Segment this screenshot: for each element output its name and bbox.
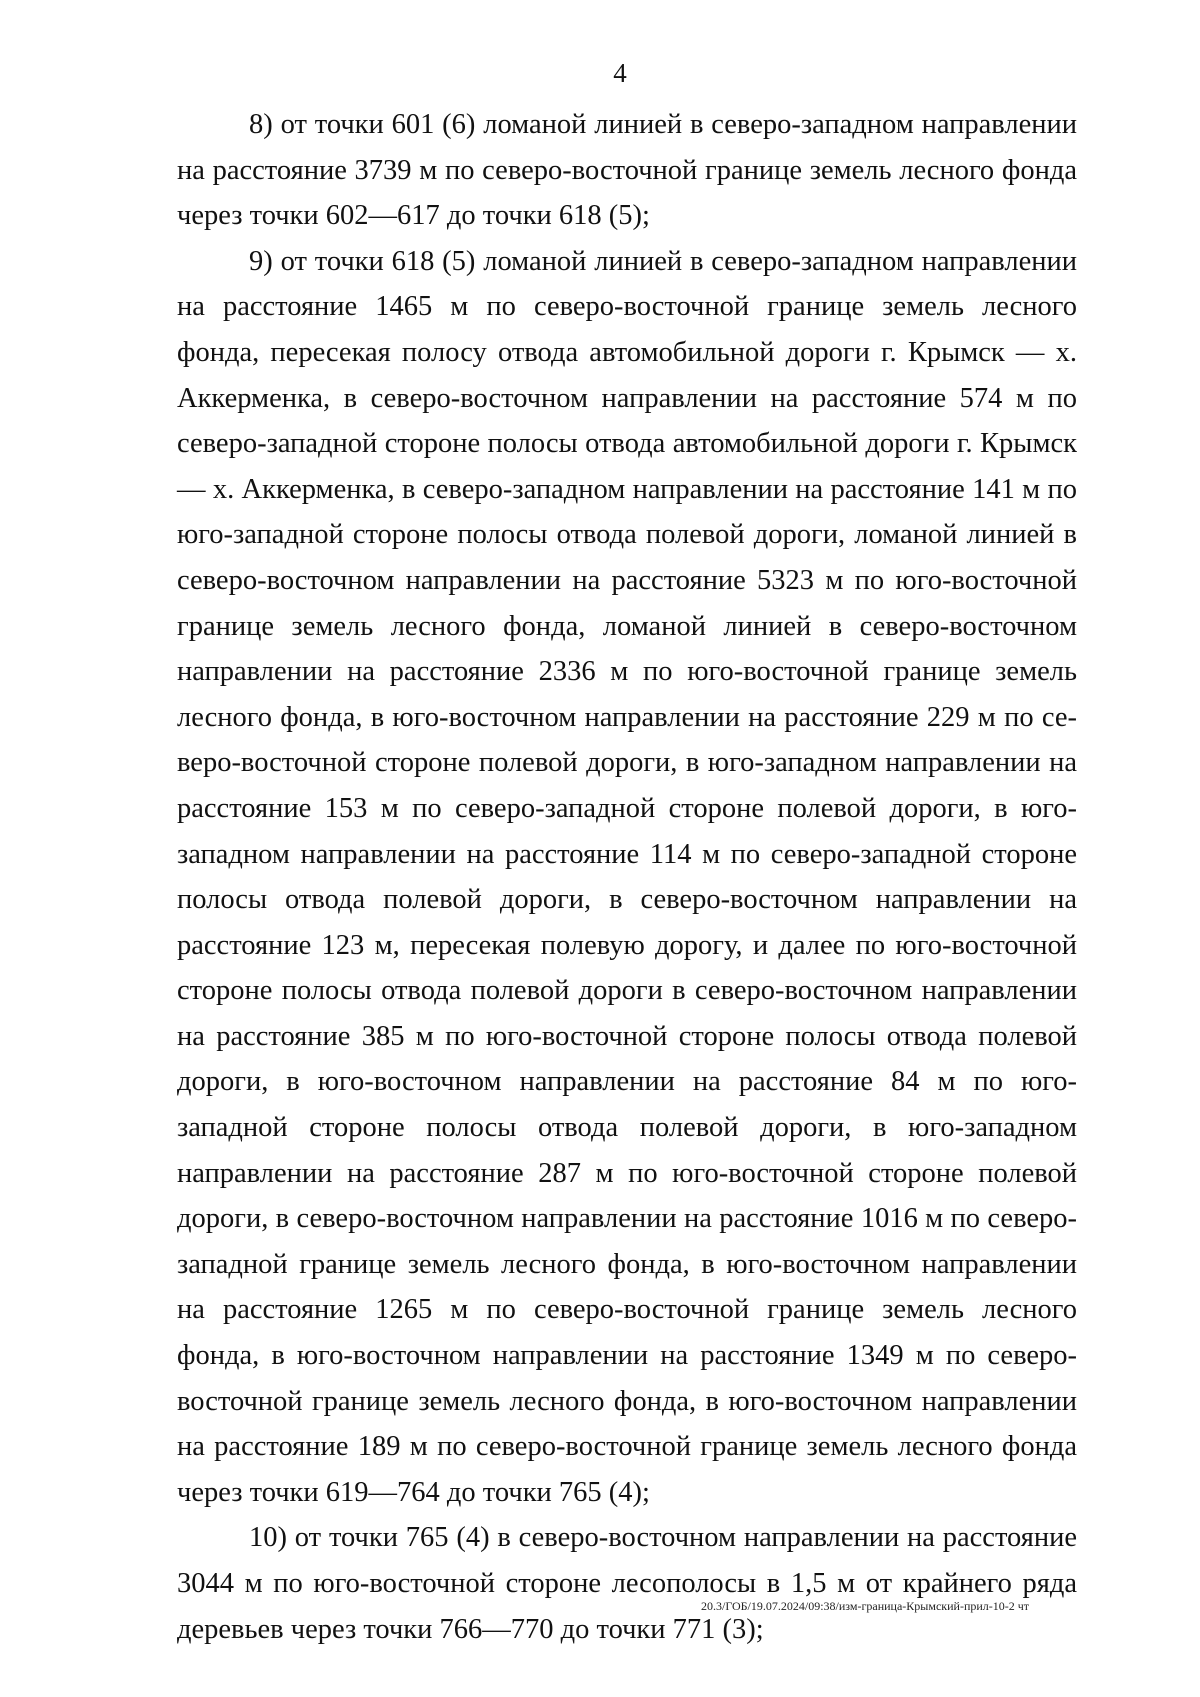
paragraph-item-8: 8) от точки 601 (6) ломаной линией в северо-западном направлении на расстояние 3739 м по северо-восточной границе земель лесного фонда через точки 602—617 до точки 618 (5); bbox=[177, 109, 1077, 232]
document-body bbox=[177, 102, 1077, 1652]
paragraph-item-9: 9) от точки 618 (5) ломаной линией в северо-западном направлении на расстояние 1465 м по северо-восточной границе земель лесного фонда, пересекая полосу отвода автомобильной дороги г. Крымск — х. Аккерменка, в северо-восточном направлении на расстояние 574 м по северо-западной стороне полосы отвода автомобильной дороги г. Крымск — х. Аккерменка, в северо-западном направлении на расстояние 141 м по юго-западной стороне полосы отвода полевой дороги, ломаной линией в северо-восточном направлении на расстояние 5323 м по юго-восточной границе земель лесного фонда, ломаной линией в северо-восточном направлении на расстояние 2336 м по юго-восточной границе земель лесного фонда, в юго-восточном направлении на расстояние 229 м по северо-восточной стороне полевой дороги, в юго-западном направлении на расстояние 153 м по северо-западной стороне полевой дороги, в юго-западном направлении на расстояние 114 м по северо-западной стороне полосы отвода полевой дороги, в северо-восточном направлении на расстояние 123 м, пересекая полевую дорогу, и далее по юго-восточной стороне полосы отвода полевой дороги в северо-восточном направлении на расстояние 385 м по юго-восточной стороне полосы отвода полевой дороги, в юго-восточном направлении на расстояние 84 м по юго-западной стороне полосы отвода полевой дороги, в юго-западном направлении на расстояние 287 м по юго-восточной стороне полевой дороги, в северо-восточном направлении на расстояние 1016 м по северо-западной границе земель лесного фонда, в юго-восточном направлении на расстояние 1265 м по северо-восточной границе земель лесного фонда, в юго-восточном направлении на расстояние 1349 м по северо-восточной границе земель лесного фонда, в юго-восточном направлении на расстояние 189 м по северо-восточной границе земель лесного фонда через точки 619—764 до точки 765 (4); bbox=[177, 245, 1077, 1508]
page-number: 4 bbox=[613, 58, 627, 88]
paragraph-item-10: 10) от точки 765 (4) в северо-восточном направлении на расстояние 3044 м по юго-восточной стороне лесополосы в 1,5 м от крайнего ряда деревьев через точки 766—770 до точки 771 (3); bbox=[177, 1522, 1077, 1645]
document-footer-code: 20.3/ГОБ/19.07.2024/09:38/изм-граница-Крымский-прил-10-2 чт bbox=[701, 1599, 1030, 1613]
